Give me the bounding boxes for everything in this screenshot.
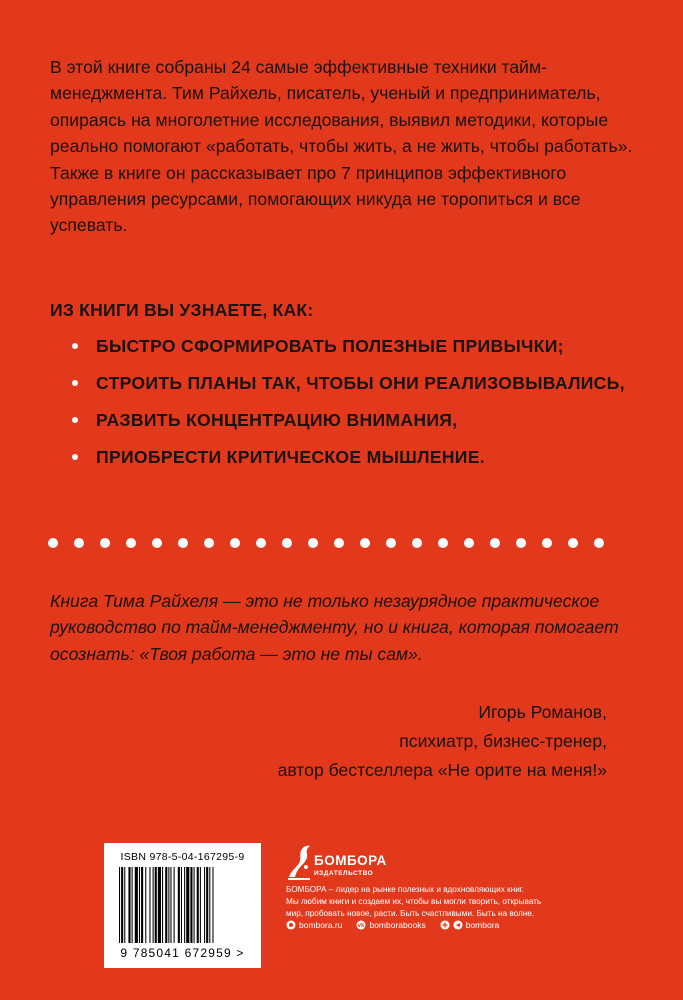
list-item bbox=[72, 408, 632, 433]
isbn-barcode bbox=[104, 843, 261, 968]
divider-dot bbox=[516, 538, 526, 548]
isbn-label: ISBN 978-5-04-167295-9 bbox=[120, 851, 245, 863]
list-item bbox=[72, 371, 632, 396]
vk-text: bomborabooks bbox=[369, 920, 426, 930]
divider-dot bbox=[152, 538, 162, 548]
website-icon bbox=[286, 920, 296, 930]
bullet-icon bbox=[72, 454, 78, 460]
learn-heading: ИЗ КНИГИ ВЫ УЗНАЕТЕ, КАК: bbox=[50, 300, 314, 320]
divider-dot bbox=[594, 538, 604, 548]
divider-dot bbox=[464, 538, 474, 548]
publisher-line: БОМБОРА – лидер на рынке полезных и вдохновляющих книг. bbox=[286, 885, 525, 894]
publisher-description bbox=[286, 884, 616, 920]
list-item-text: ПРИОБРЕСТИ КРИТИЧЕСКОЕ МЫШЛЕНИЕ. bbox=[96, 447, 485, 467]
publisher-logo bbox=[286, 843, 387, 886]
divider-dot bbox=[542, 538, 552, 548]
social-text: bombora bbox=[465, 920, 500, 930]
logo-subtitle: ИЗДАТЕЛЬСТВО bbox=[314, 870, 374, 877]
vk-icon bbox=[356, 920, 366, 930]
divider-dot bbox=[256, 538, 266, 548]
list-item bbox=[72, 445, 632, 470]
divider-dot bbox=[412, 538, 422, 548]
divider-dot bbox=[230, 538, 240, 548]
barcode-number: 9 785041 672959 > bbox=[120, 946, 245, 960]
telegram-icon bbox=[453, 920, 463, 930]
intro-paragraph: В этой книге собраны 24 самые эффективные техники тайм-менеджмента. Тим Райхель, писатель, ученый и предприниматель, опираясь на многолетние исследования, выявил методики, которые реально помогают «работать, чтобы жить, а не жить, чтобы работать». Также в книге он рассказывает про 7 принципов эффективного управления ресурсами, помогающих никуда не торопиться и все успевать. bbox=[50, 57, 633, 236]
divider-dot bbox=[100, 538, 110, 548]
dotted-divider bbox=[48, 538, 604, 548]
barcode-icon bbox=[117, 867, 249, 945]
list-item-text: РАЗВИТЬ КОНЦЕНТРАЦИЮ ВНИМАНИЯ, bbox=[96, 410, 458, 430]
divider-dot bbox=[178, 538, 188, 548]
quote-author-role: психиатр, бизнес-тренер, bbox=[399, 731, 607, 751]
social-links bbox=[286, 920, 513, 930]
social-website[interactable] bbox=[286, 920, 342, 930]
divider-dot bbox=[568, 538, 578, 548]
quote-author-credit: автор бестселлера «Не орите на меня!» bbox=[277, 760, 607, 780]
social-vk[interactable] bbox=[356, 920, 425, 930]
website-text: bombora.ru bbox=[299, 920, 343, 930]
divider-dot bbox=[308, 538, 318, 548]
divider-dot bbox=[334, 538, 344, 548]
divider-dot bbox=[126, 538, 136, 548]
list-item-text: СТРОИТЬ ПЛАНЫ ТАК, ЧТОБЫ ОНИ РЕАЛИЗОВЫВАЛИСЬ, bbox=[96, 373, 625, 393]
quote-attribution bbox=[187, 698, 607, 785]
list-item-text: БЫСТРО СФОРМИРОВАТЬ ПОЛЕЗНЫЕ ПРИВЫЧКИ; bbox=[96, 336, 564, 356]
publisher-line: Мы любим книги и создаем их, чтобы вы могли творить, открывать bbox=[286, 897, 542, 906]
bullet-icon bbox=[72, 380, 78, 386]
svg-text:vk: vk bbox=[358, 923, 365, 930]
divider-dot bbox=[282, 538, 292, 548]
list-item bbox=[72, 334, 632, 359]
divider-dot bbox=[204, 538, 214, 548]
divider-dot bbox=[490, 538, 500, 548]
plus-icon bbox=[440, 920, 450, 930]
bullet-icon bbox=[72, 343, 78, 349]
bullet-icon bbox=[72, 417, 78, 423]
divider-dot bbox=[386, 538, 396, 548]
divider-dot bbox=[360, 538, 370, 548]
quote-text: Книга Тима Райхеля — это не только незаурядное практическое руководство по тайм-менеджменту, но и книга, которая помогает осознать: «Твоя работа — это не ты сам». bbox=[50, 591, 619, 664]
logo-name: БОМБОРА bbox=[314, 853, 387, 868]
social-other[interactable] bbox=[440, 920, 500, 930]
bombora-logo-icon bbox=[286, 843, 312, 881]
learn-list bbox=[72, 334, 632, 482]
quote-author: Игорь Романов, bbox=[478, 702, 607, 722]
publisher-line: мир, пробовать новое, расти. Быть счастливыми. Быть на волне. bbox=[286, 909, 535, 918]
divider-dot bbox=[438, 538, 448, 548]
divider-dot bbox=[48, 538, 58, 548]
divider-dot bbox=[74, 538, 84, 548]
